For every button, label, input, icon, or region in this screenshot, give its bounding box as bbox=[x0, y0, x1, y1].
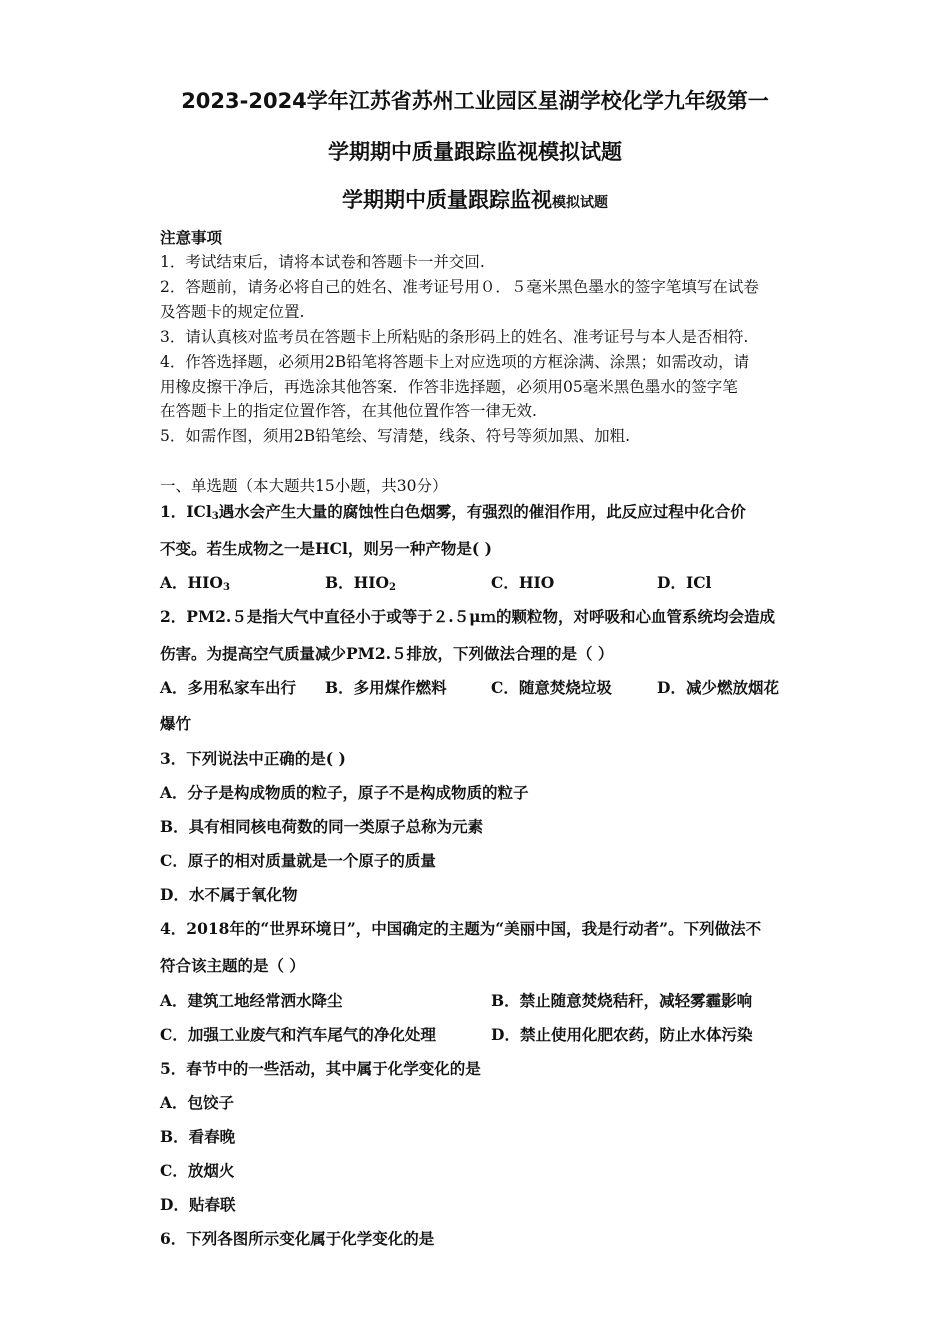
question-4-line-1: 4．2018年的“世界环境日”，中国确定的主题为“美丽中国，我是行动者”。下列做法不 bbox=[160, 919, 762, 938]
notice-item: 5．如需作图，须用2B铅笔绘、写清楚，线条、符号等须加黑、加粗. bbox=[160, 427, 631, 445]
question-1-line-1 bbox=[160, 504, 746, 520]
notice-item: 3．请认真核对监考员在答题卡上所粘贴的条形码上的姓名、准考证号与本人是否相符. bbox=[160, 328, 749, 346]
q2-option-a: A．多用私家车出行 bbox=[160, 678, 297, 697]
q1-option-c: C．HIO bbox=[491, 573, 555, 592]
notice-item: 用橡皮擦干净后，再选涂其他答案．作答非选择题，必须用05毫米黑色墨水的签字笔 bbox=[160, 378, 738, 396]
q3-option-c: C．原子的相对质量就是一个原子的质量 bbox=[160, 851, 436, 870]
q4-option-d: D．禁止使用化肥农药，防止水体污染 bbox=[491, 1025, 753, 1044]
q2-option-b: B．多用煤作燃料 bbox=[325, 678, 447, 697]
title-line-1: 2023-2024学年江苏省苏州工业园区星湖学校化学九年级第一 bbox=[181, 89, 769, 113]
question-6-stem: 6．下列各图所示变化属于化学变化的是 bbox=[160, 1229, 435, 1248]
q1-option-b-text: B．HIO bbox=[325, 573, 389, 592]
q3-option-a: A．分子是构成物质的粒子，原子不是构成物质的粒子 bbox=[160, 783, 529, 802]
question-3-stem: 3．下列说法中正确的是( ) bbox=[160, 749, 346, 768]
notice-item: 4．作答选择题，必须用2B铅笔将答题卡上对应选项的方框涂满、涂黑；如需改动，请 bbox=[160, 353, 750, 371]
q4-option-c: C．加强工业废气和汽车尾气的净化处理 bbox=[160, 1025, 436, 1044]
q5-option-d: D．贴春联 bbox=[160, 1195, 236, 1214]
q2-option-c: C．随意焚烧垃圾 bbox=[491, 678, 612, 697]
title-line-3-small: 模拟试题 bbox=[552, 195, 608, 211]
q4-option-b: B．禁止随意焚烧秸秆，减轻雾霾影响 bbox=[491, 991, 753, 1010]
q1-option-a bbox=[160, 575, 230, 591]
q5-option-a: A．包饺子 bbox=[160, 1093, 235, 1112]
section-heading: 一、单选题（本大题共15小题，共30分） bbox=[160, 477, 448, 495]
title-line-2: 学期期中质量跟踪监视模拟试题 bbox=[328, 140, 622, 164]
q3-option-d: D．水不属于氧化物 bbox=[160, 885, 298, 904]
q5-option-b: B．看春晚 bbox=[160, 1127, 236, 1146]
q1-option-a-text: A．HIO bbox=[160, 573, 223, 592]
q2-option-d: D．减少燃放烟花 bbox=[657, 678, 779, 697]
q1-option-d: D．ICl bbox=[657, 573, 712, 592]
question-2-line-2: 伤害。为提高空气质量减少PM2.５排放，下列做法合理的是（ ） bbox=[160, 644, 614, 663]
question-4-line-2: 符合该主题的是（ ） bbox=[160, 956, 305, 975]
q1-option-b-sub: 2 bbox=[389, 582, 396, 593]
q2-option-d-continued: 爆竹 bbox=[160, 714, 192, 733]
q1-subscript: 3 bbox=[211, 511, 219, 522]
q4-option-a: A．建筑工地经常洒水降尘 bbox=[160, 991, 343, 1010]
notice-item: 及答题卡的规定位置. bbox=[160, 303, 305, 321]
notice-item: 2．答题前，请务必将自己的姓名、准考证号用０．５毫米黑色墨水的签字笔填写在试卷 bbox=[160, 278, 759, 296]
q3-option-b: B．具有相同核电荷数的同一类原子总称为元素 bbox=[160, 817, 484, 836]
notice-item: 1．考试结束后，请将本试卷和答题卡一并交回. bbox=[160, 253, 485, 271]
notice-item: 在答题卡上的指定位置作答，在其他位置作答一律无效. bbox=[160, 402, 537, 420]
title-line-3 bbox=[0, 190, 950, 211]
question-2-line-1: 2．PM2.５是指大气中直径小于或等于２.５μｍ的颗粒物，对呼吸和心血管系统均会造成 bbox=[160, 607, 776, 626]
q1-text-post: 遇水会产生大量的腐蚀性白色烟雾，有强烈的催泪作用，此反应过程中化合价 bbox=[218, 502, 746, 521]
q5-option-c: C．放烟火 bbox=[160, 1161, 235, 1180]
q1-option-a-sub: 3 bbox=[222, 582, 230, 593]
notice-heading: 注意事项 bbox=[160, 228, 223, 247]
q1-option-b bbox=[325, 575, 396, 591]
title-line-3-main: 学期期中质量跟踪监视 bbox=[342, 188, 552, 212]
q1-text-pre: 1．ICl bbox=[160, 502, 212, 521]
question-1-line-2: 不变。若生成物之一是HCl，则另一种产物是( ) bbox=[160, 539, 492, 558]
question-5-stem: 5．春节中的一些活动，其中属于化学变化的是 bbox=[160, 1059, 481, 1078]
